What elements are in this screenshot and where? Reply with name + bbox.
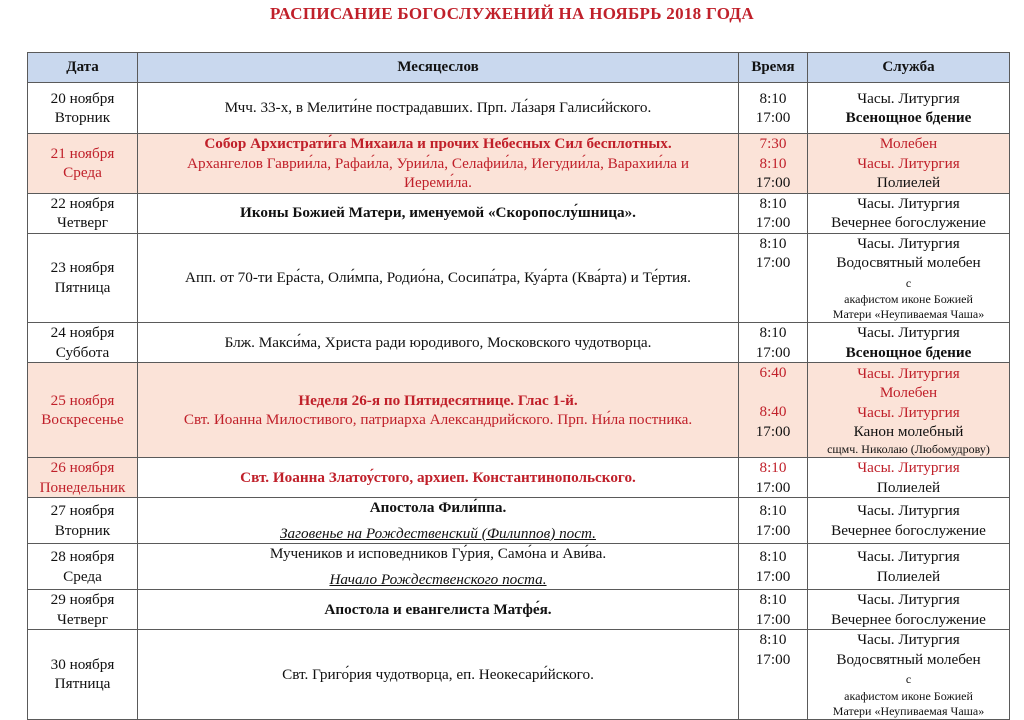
- date-cell: [28, 134, 138, 194]
- service-text: Часы. Литургия: [857, 194, 960, 212]
- service-text: Матери «Неупиваемая Чаша»: [832, 703, 985, 718]
- calendar-cell: [138, 458, 739, 498]
- table-row: [28, 498, 1010, 544]
- service-text: акафистом иконе Божией: [844, 688, 973, 703]
- time-text: 17:00: [755, 478, 791, 496]
- saint-text: Свт. Григо́рия чудотворца, еп. Неокесари́йского.: [282, 665, 594, 683]
- service-text: Часы. Литургия: [857, 548, 960, 565]
- calendar-cell: [138, 233, 739, 323]
- date-text: 23 ноября: [50, 259, 115, 277]
- saint-text: Блж. Макси́ма, Христа ради юродивого, Московского чудотворца.: [224, 333, 652, 351]
- service-cell: [808, 233, 1010, 323]
- service-cell: [808, 363, 1010, 458]
- saint-text: Свт. Иоанна Милостивого, патриарха Александрийского. Прп. Ни́ла постника.: [183, 411, 693, 428]
- service-text: Вечернее богослужение: [831, 521, 986, 539]
- service-text: акафистом иконе Божией: [844, 292, 973, 306]
- service-text: Молебен: [879, 384, 938, 401]
- time-text: 17:00: [755, 567, 791, 585]
- service-cell: [808, 193, 1010, 233]
- weekday-text: Понедельник: [39, 478, 126, 496]
- date-cell: [28, 544, 138, 590]
- time-text: 8:10: [759, 234, 787, 252]
- weekday-text: Воскресенье: [41, 411, 124, 428]
- time-cell: [739, 458, 808, 498]
- time-text: 6:40: [759, 364, 787, 381]
- time-text: 8:40: [759, 403, 787, 420]
- time-cell: [739, 134, 808, 194]
- date-text: 20 ноября: [50, 89, 115, 107]
- calendar-cell: [138, 83, 739, 134]
- time-text: 7:30: [759, 135, 787, 152]
- date-text: 25 ноября: [50, 391, 115, 409]
- service-text: Вечернее богослужение: [831, 610, 986, 628]
- saint-text: Мучеников и исповедников Гу́рия, Само́на и Ави́ва.: [269, 545, 607, 562]
- time-text: 17:00: [755, 343, 791, 361]
- date-cell: [28, 630, 138, 720]
- saint-text: Неделя 26-я по Пятидесятнице. Глас 1-й.: [298, 391, 578, 409]
- service-cell: [808, 458, 1010, 498]
- table-row: [28, 134, 1010, 194]
- service-cell: [808, 498, 1010, 544]
- service-cell: [808, 590, 1010, 630]
- service-text: Вечернее богослужение: [831, 214, 986, 231]
- time-text: 17:00: [755, 650, 791, 668]
- table-row: [28, 323, 1010, 363]
- service-text: Часы. Литургия: [857, 631, 960, 648]
- table-row: [28, 544, 1010, 590]
- weekday-text: Среда: [63, 567, 102, 585]
- service-text: с: [905, 275, 912, 290]
- calendar-cell: [138, 630, 739, 720]
- saint-text: Иереми́ла.: [404, 174, 472, 191]
- service-cell: [808, 323, 1010, 363]
- time-cell: [739, 193, 808, 233]
- time-cell: [739, 233, 808, 323]
- service-text: с: [905, 672, 912, 686]
- table-row: [28, 363, 1010, 458]
- date-cell: [28, 363, 138, 458]
- weekday-text: Суббота: [55, 343, 110, 361]
- date-text: 21 ноября: [50, 144, 115, 162]
- service-text: Полиелей: [876, 567, 941, 585]
- date-cell: [28, 323, 138, 363]
- service-text: Матери «Неупиваемая Чаша»: [832, 307, 985, 321]
- fast-note: Заговенье на Рождественский (Филиппов) пост.: [280, 524, 596, 542]
- weekday-text: Пятница: [54, 278, 111, 296]
- service-text: сщмч. Николаю (Любомудрову): [827, 441, 990, 456]
- weekday-text: Четверг: [57, 610, 108, 628]
- time-text: 17:00: [755, 610, 791, 628]
- date-text: 28 ноября: [50, 548, 115, 565]
- header-time: Время: [739, 53, 808, 83]
- fast-note: Начало Рождественского поста.: [329, 570, 547, 588]
- weekday-text: Вторник: [54, 521, 111, 539]
- calendar-cell: [138, 363, 739, 458]
- calendar-cell: [138, 323, 739, 363]
- saint-text: Свт. Иоанна Златоу́стого, архиеп. Константинопольского.: [240, 468, 636, 486]
- time-text: 8:10: [759, 631, 787, 648]
- calendar-cell: [138, 590, 739, 630]
- service-text: Часы. Литургия: [857, 502, 960, 519]
- saint-text: Архангелов Гаврии́ла, Рафаи́ла, Урии́ла, Селафии́ла, Иегудии́ла, Варахии́ла и: [187, 154, 689, 172]
- saint-text: Собор Архистрати́га Михаила и прочих Небесных Сил бесплотных.: [204, 135, 672, 152]
- time-text: 8:10: [759, 324, 787, 341]
- date-cell: [28, 193, 138, 233]
- table-row: [28, 630, 1010, 720]
- time-text: 17:00: [755, 254, 791, 271]
- service-text: Часы. Литургия: [857, 364, 960, 382]
- time-text: 8:10: [759, 154, 787, 172]
- service-text: Молебен: [879, 135, 938, 152]
- calendar-cell: [138, 544, 739, 590]
- header-date: Дата: [28, 53, 138, 83]
- time-cell: [739, 363, 808, 458]
- table-row: [28, 590, 1010, 630]
- time-text: 8:10: [759, 548, 787, 565]
- date-cell: [28, 458, 138, 498]
- date-text: 24 ноября: [50, 324, 115, 341]
- service-cell: [808, 83, 1010, 134]
- time-cell: [739, 498, 808, 544]
- weekday-text: Среда: [63, 164, 102, 182]
- time-text: 17:00: [755, 174, 791, 191]
- service-cell: [808, 630, 1010, 720]
- saint-text: Апостола Фили́ппа.: [369, 499, 507, 516]
- header-calendar: Месяцеслов: [138, 53, 739, 83]
- service-text: Всенощное бдение: [845, 343, 972, 361]
- saint-text: Апп. от 70-ти Ера́ста, Оли́мпа, Родио́на, Сосипа́тра, Куа́рта (Ква́рта) и Те́ртия.: [185, 269, 691, 286]
- time-cell: [739, 630, 808, 720]
- calendar-cell: [138, 498, 739, 544]
- service-text: Водосвятный молебен: [836, 650, 981, 668]
- time-text: 17:00: [755, 521, 791, 539]
- weekday-text: Вторник: [54, 109, 111, 126]
- saint-text: Иконы Божией Матери, именуемой «Скоропослу́шница».: [240, 204, 636, 222]
- weekday-text: Четверг: [57, 214, 108, 231]
- time-text: 8:10: [759, 591, 787, 608]
- calendar-cell: [138, 134, 739, 194]
- service-text: Полиелей: [876, 174, 941, 191]
- date-text: 22 ноября: [50, 194, 115, 212]
- table-row: [28, 233, 1010, 323]
- time-text: 17:00: [755, 422, 791, 440]
- time-text: 17:00: [755, 109, 791, 126]
- service-text: Часы. Литургия: [857, 324, 960, 341]
- weekday-text: Пятница: [54, 675, 111, 693]
- date-text: 30 ноября: [50, 655, 115, 673]
- service-text: Часы. Литургия: [857, 89, 960, 107]
- service-text: Часы. Литургия: [857, 591, 960, 608]
- schedule-table: [27, 52, 1010, 720]
- calendar-cell: [138, 193, 739, 233]
- service-text: Часы. Литургия: [857, 403, 960, 421]
- time-text: 17:00: [755, 214, 791, 231]
- date-cell: [28, 233, 138, 323]
- time-cell: [739, 83, 808, 134]
- time-cell: [739, 544, 808, 590]
- date-cell: [28, 498, 138, 544]
- date-cell: [28, 83, 138, 134]
- service-text: Часы. Литургия: [857, 234, 960, 252]
- service-cell: [808, 544, 1010, 590]
- service-text: Всенощное бдение: [845, 109, 972, 126]
- table-row: [28, 193, 1010, 233]
- service-text: Канон молебный: [853, 423, 964, 440]
- time-text: 8:10: [759, 89, 787, 107]
- date-text: 26 ноября: [50, 459, 115, 476]
- table-row: [28, 458, 1010, 498]
- time-text: 8:10: [759, 502, 787, 519]
- date-text: 27 ноября: [50, 502, 115, 519]
- time-cell: [739, 323, 808, 363]
- service-text: Полиелей: [876, 478, 941, 496]
- time-cell: [739, 590, 808, 630]
- saint-text: Апостола и евангелиста Матфе́я.: [324, 600, 552, 618]
- time-text: 8:10: [759, 194, 787, 212]
- header-service: Служба: [808, 53, 1010, 83]
- date-cell: [28, 590, 138, 630]
- service-text: Часы. Литургия: [857, 459, 960, 476]
- service-text: Водосвятный молебен: [836, 254, 981, 271]
- service-text: Часы. Литургия: [857, 154, 960, 172]
- saint-text: Мчч. 33-х, в Мелити́не пострадавших. Прп. Ла́заря Галиси́йского.: [224, 99, 652, 117]
- time-text: 8:10: [759, 459, 787, 476]
- page-title: РАСПИСАНИЕ БОГОСЛУЖЕНИЙ НА НОЯБРЬ 2018 ГОДА: [270, 4, 754, 23]
- date-text: 29 ноября: [50, 591, 115, 608]
- service-cell: [808, 134, 1010, 194]
- table-header-row: [28, 53, 1010, 83]
- table-row: [28, 83, 1010, 134]
